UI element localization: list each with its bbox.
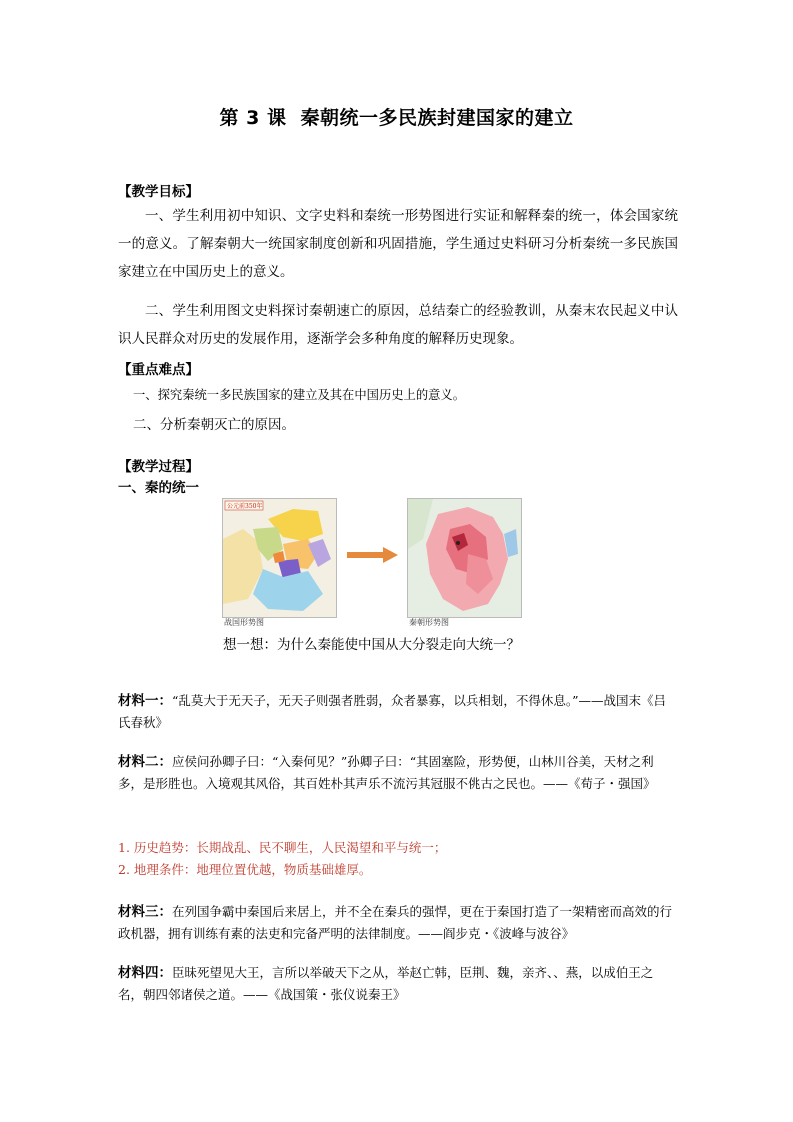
warring-states-map [222, 498, 337, 618]
qin-dynasty-map [407, 498, 522, 618]
keypoint-item-2: 二、分析秦朝灭亡的原因。 [133, 417, 295, 433]
process-heading: 【教学过程】 [118, 459, 199, 475]
conclusion-1: 1. 历史趋势：长期战乱、民不聊生，人民渴望和平与统一； [118, 840, 447, 855]
material-3-text: 在列国争霸中秦国后来居上，并不全在秦兵的强悍，更在于秦国打造了一架精密而高效的行政机器，拥有训练有素的法吏和完备严明的法律制度。——阎步克・《波峰与波谷》 [118, 904, 673, 941]
material-2-label: 材料二： [118, 754, 172, 770]
material-4 [118, 962, 678, 1006]
lesson-number: 第 3 课 [219, 107, 287, 129]
material-3-label: 材料三： [118, 904, 172, 920]
lesson-title: 秦朝统一多民族封建国家的建立 [300, 107, 574, 129]
material-2-text: 应侯问孙卿子曰：“入秦何见？”孙卿子曰：“其固塞险，形势便，山林川谷美，天材之利多，是形胜也。入境观其风俗，其百姓朴其声乐不流污其冠服不佻古之民也。——《荀子・强国》 [118, 754, 656, 791]
material-4-text: 臣昧死望见大王，言所以举破天下之从，举赵亡韩，臣荆、魏，亲齐、、燕，以成伯王之名，朝四邻诸侯之道。——《战国策・张仪说秦王》 [118, 965, 654, 1002]
section-qin-unification: 一、秦的统一 [118, 480, 199, 496]
material-2 [118, 751, 678, 795]
arrow-right-icon [347, 546, 399, 564]
goals-paragraph-2: 二、学生利用图文史料探讨秦朝速亡的原因，总结秦亡的经验教训，从秦末农民起义中认识人民群众对历史的发展作用，逐渐学会多种角度的解释历史现象。 [118, 303, 678, 347]
page-title [0, 103, 793, 130]
material-1-text: “乱莫大于无天子，无天子则强者胜弱，众者暴寡，以兵相刬，不得休息。”——战国末《吕氏春秋》 [118, 693, 667, 730]
think-question: 想一想：为什么秦能使中国从大分裂走向大统一？ [223, 637, 520, 653]
material-4-label: 材料四： [118, 965, 172, 981]
material-1-label: 材料一： [118, 693, 172, 709]
right-map-caption: 秦朝形势图 [409, 618, 449, 627]
keypoint-item-1: 一、探究秦统一多民族国家的建立及其在中国历史上的意义。 [133, 388, 466, 402]
map-figure [222, 498, 522, 626]
material-1 [118, 690, 678, 734]
goals-paragraph-1: 一、学生利用初中知识、文字史料和秦统一形势图进行实证和解释秦的统一，体会国家统一的意义。了解秦朝大一统国家制度创新和巩固措施，学生通过史料研习分析秦统一多民族国家建立在中国历史上的意义。 [118, 208, 678, 280]
left-map-caption: 战国形势图 [224, 618, 264, 627]
material-3 [118, 901, 678, 945]
goals-heading: 【教学目标】 [118, 184, 199, 200]
conclusion-2: 2. 地理条件：地理位置优越，物质基础雄厚。 [118, 862, 372, 877]
left-map-label: 公元前350年 [227, 503, 263, 510]
keypoints-heading: 【重点难点】 [118, 362, 199, 378]
